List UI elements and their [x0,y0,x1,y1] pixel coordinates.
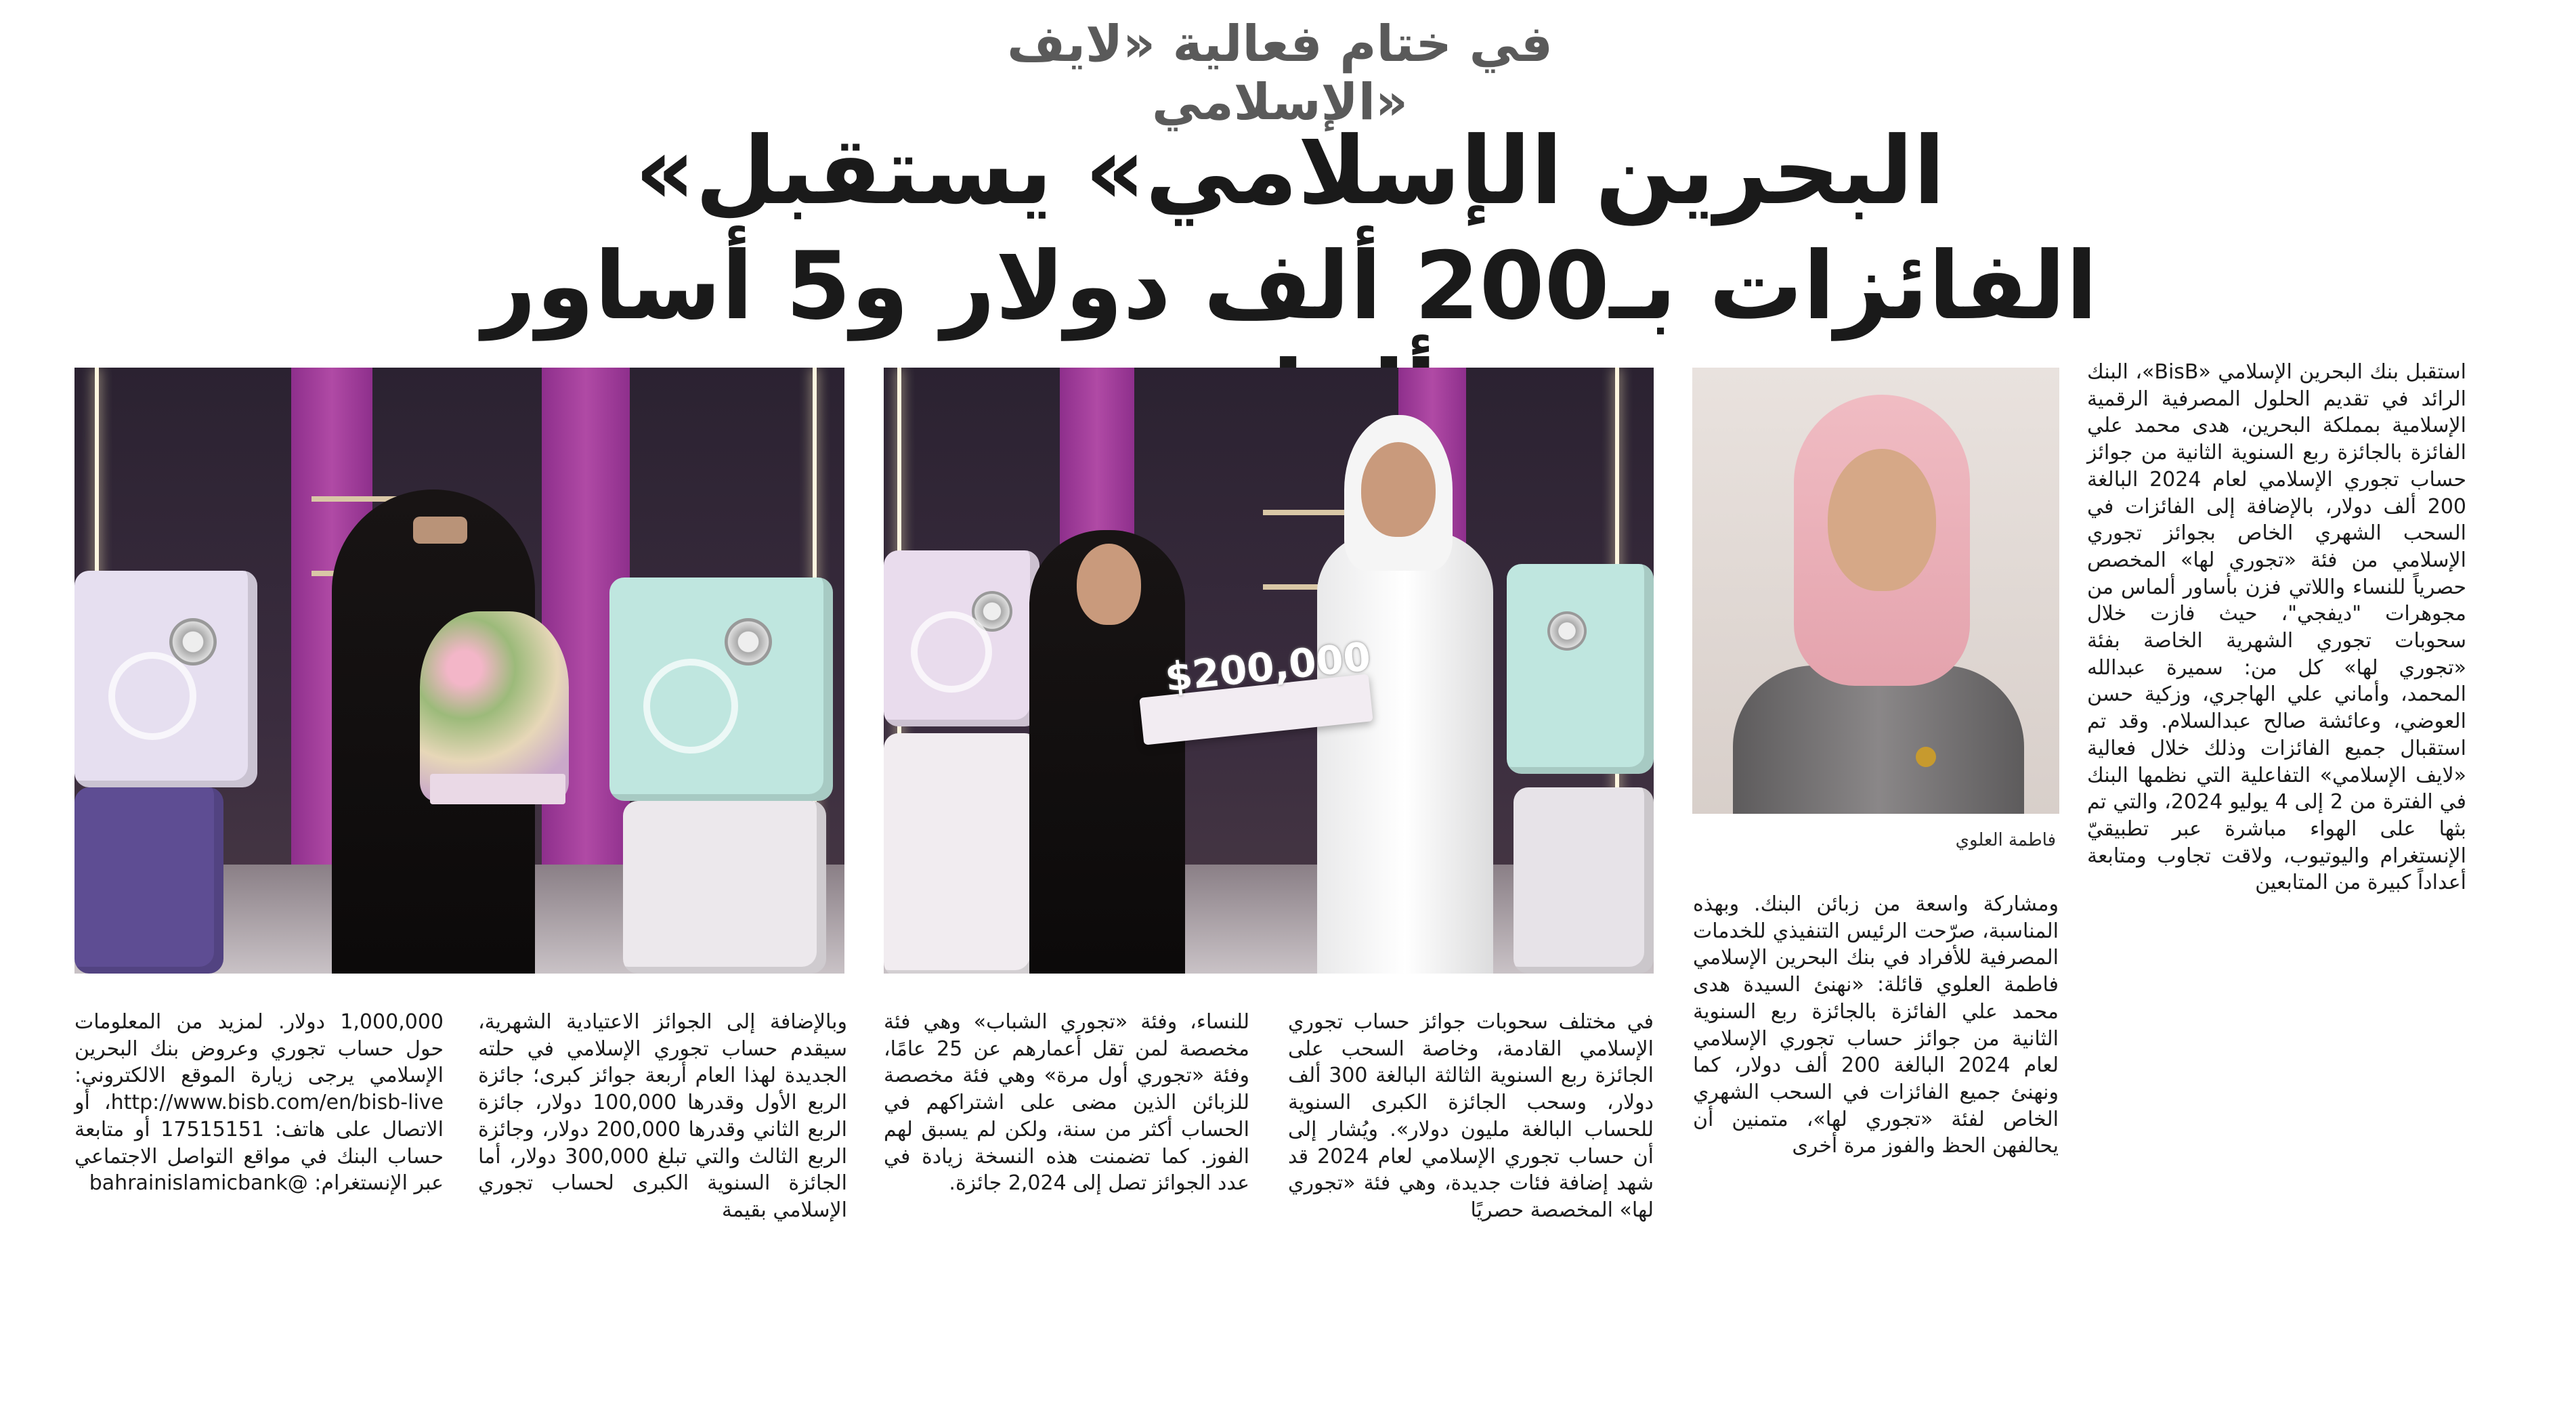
column-5-text: وبالإضافة إلى الجوائز الاعتيادية الشهرية، سيقدم حساب تجوري الإسلامي في حلته الجديدة لهذا العام أربعة جوائز كبرى؛ جائزة الربع الأول وقدرها 100,000 دولار، جائزة الربع الثاني وقدرها 200,000 دولار، وجائزة الربع الثالث والتي تبلغ 300,000 دولار، أما الجائزة السنوية الكبرى لحساب تجوري الإسلامي بقيمة [478,1010,848,1222]
portrait-photo [1692,368,2059,814]
headline-line-2: الفائزات بـ200 ألف دولار و5 أساور [482,232,2098,341]
column-2-text: ومشاركة واسعة من زبائن البنك. وبهذه المناسبة، صرّحت الرئيس التنفيذي للخدمات المصرفية للأفراد في بنك البحرين الإسلامي فاطمة العلوي قائلة: «نهنئ السيدة هدى محمد علي الفائزة بالجائزة ربع السنوية الثانية من جوائز حساب تجوري الإسلامي لعام 2024 البالغة 200 ألف دولار، كما ونهنئ جميع الفائزات في السحب الشهري الخاص لفئة «تجوري لها»، متمنين أن يحالفهن الحظ والفوز مرة أخرى [1693,892,2059,1158]
column-1 [2087,359,2466,1401]
cheque-presentation-photo [884,368,1654,974]
flower-bouquet-icon [420,611,569,801]
column-1-text: استقبل بنك البحرين الإسلامي «BisB»، البنك الرائد في تقديم الحلول المصرفية الرقمية الإسلامية بمملكة البحرين، هدى محمد علي الفائزة بالجائزة ربع السنوية الثانية من جوائز حساب تجوري الإسلامي لعام 2024 البالغة 200 ألف دولار، بالإضافة إلى الفائزات في السحب الشهري الخاص بجوائز تجوري الإسلامي من فئة «تجوري لها» المخصص حصرياً للنساء واللاتي فزن بأساور ألماس من مجوهرات "ديفجي"، حيث فازت خلال سحوبات تجوري الشهرية الخاصة بفئة «تجوري لها» كل من: سميرة عبدالله المحمد، وأماني علي الهاجري، وزكية حسن العوضي، وعائشة صالح عبدالسلام. وقد تم استقبال جميع الفائزات وذلك خلال فعالية «لايف الإسلامي» التفاعلية التي نظمها البنك في الفترة من 2 إلى 4 يوليو 2024، والتي تم بثها على الهواء مباشرة عبر تطبيقيّ الإنستغرام واليوتيوب، ولاقت تجاوب ومتابعة أعداداً كبيرة من المتابعين [2087,360,2467,895]
column-4 [884,1009,1249,1401]
cheque-amount: $200,000 [1163,633,1373,701]
column-3 [1288,1009,1654,1401]
column-5 [478,1009,847,1401]
brooch-icon [1916,747,1936,767]
winner-flowers-photo [74,368,844,974]
portrait-caption: فاطمة العلوي [1955,830,2056,850]
column-2 [1693,891,2059,1405]
column-6-text: 1,000,000 دولار. لمزيد من المعلومات حول حساب تجوري وعروض بنك البحرين الإسلامي يرجى زيارة الموقع الالكتروني: http://www.bisb.com/en/bisb-live، أو الاتصال على هاتف: 17515151 أو متابعة حساب البنك في مواقع التواصل الاجتماعي عبر الإنستغرام: @bahrainislamicbank [74,1010,444,1196]
column-4-text: للنساء، وفئة «تجوري الشباب» وهي فئة مخصصة لمن تقل أعمارهم عن 25 عامًا، وفئة «تجوري أول مرة» وهي فئة مخصصة للزبائن الذين مضى على اشتراكهم في الحساب أكثر من سنة، ولكن لم يسبق لهم الفوز. كما تضمنت هذه النسخة زيادة في عدد الجوائز تصل إلى 2,024 جائزة. [884,1010,1249,1196]
kicker: في ختام فعالية «لايف الإسلامي» [1007,15,1553,131]
column-3-text: في مختلف سحوبات جوائز حساب تجوري الإسلامي القادمة، وخاصة السحب على الجائزة ربع السنوية الثالثة البالغة 300 ألف دولار، وسحب الجائزة الكبرى السنوية للحساب البالغة مليون دولار». ويُشار إلى أن حساب تجوري الإسلامي لعام 2024 قد شهد إضافة فئات جديدة، وهي فئة «تجوري لها» المخصصة حصريًا [1288,1010,1654,1222]
headline-line-1: «البحرين الإسلامي» يستقبل [635,116,1946,225]
column-6 [74,1009,444,1401]
